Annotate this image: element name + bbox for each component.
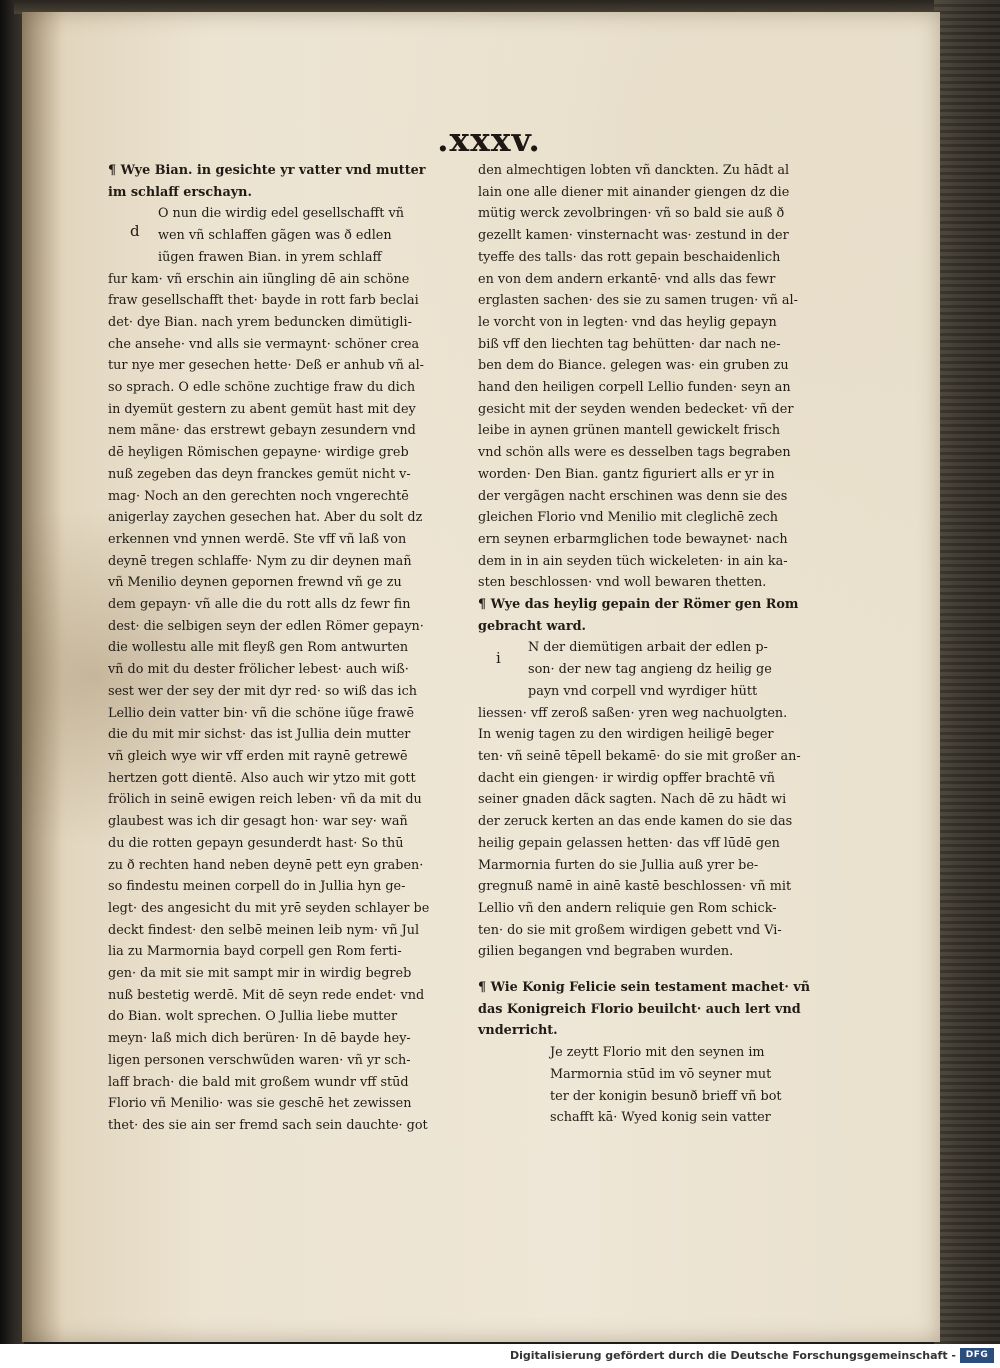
text-line: nuß zegeben das deyn franckes gemüt nicht v- <box>108 466 411 482</box>
text-line: Je zeytt Florio mit den seynen im <box>550 1045 765 1061</box>
text-line: erglasten sachen· des sie zu samen trugen· vñ al- <box>478 293 798 309</box>
text-line: deckt findest· den selbē meinen leib nym· vñ Jul <box>108 922 420 938</box>
text-line: wen vñ schlaffen gãgen was ð edlen <box>158 228 392 244</box>
text-line: do Bian. wolt sprechen. O Jullia liebe mutter <box>108 1009 398 1025</box>
text-line: gleichen Florio vnd Menilio mit cleglichē zech <box>478 510 779 526</box>
text-line: hand den heiligen corpell Lellio funden· seyn an <box>478 380 791 396</box>
text-line: vnd schön alls were es desselben tags begraben <box>478 445 791 461</box>
text-line: ten· do sie mit großem wirdigen gebett vnd Vi- <box>478 922 782 938</box>
text-line: le vorcht von in legten· vnd das heylig gepayn <box>478 314 777 330</box>
text-line: ten· vñ seinē tēpell bekamē· do sie mit großer an- <box>478 748 801 764</box>
text-line: leibe in aynen grünen mantell gewickelt frisch <box>478 423 781 439</box>
text-line: anigerlay zaychen gesechen hat. Aber du solt dz <box>108 510 423 526</box>
text-line: legt· des angesicht du mit yrē seyden schlayer be <box>108 900 430 916</box>
text-line: In wenig tagen zu den wirdigen heiligē beger <box>478 727 774 743</box>
text-line: heilig gepain gelassen hetten· das vff lūdē gen <box>478 835 780 851</box>
text-line: laff brach· die bald mit großem wundr vff stūd <box>108 1074 409 1090</box>
text-line: der zeruck kerten an das ende kamen do sie das <box>478 814 793 830</box>
text-line: glaubest was ich dir gesagt hon· war sey· wañ <box>108 814 408 830</box>
text-line: hertzen gott dientē. Also auch wir ytzo mit gott <box>108 770 416 786</box>
text-line: du die rotten gepayn gesunderdt hast· So thū <box>108 835 404 851</box>
text-line: gesicht mit der seyden wenden bedecket· vñ der <box>478 401 794 417</box>
text-line: liessen· vff zeroß saßen· yren weg nachuolgten. <box>478 705 788 721</box>
text-line: gezellt kamen· vinsternacht was· zestund in der <box>478 228 789 244</box>
book-page <box>22 12 940 1342</box>
text-line: en von dem andern erkantē· vnd alls das fewr <box>478 271 776 287</box>
text-line: Lellio vñ den andern reliquie gen Rom schick- <box>478 900 777 916</box>
text-line: vnderricht. <box>478 1023 558 1039</box>
text-line: das Konigreich Florio beuilcht· auch lert vnd <box>478 1001 801 1017</box>
text-line: vñ do mit du dester frölicher lebest· auch wiß· <box>108 662 409 678</box>
text-line: zu ð rechten hand neben deynē pett eyn graben· <box>108 857 424 873</box>
text-line: deynē tregen schlaffe· Nym zu dir deynen mañ <box>108 553 412 569</box>
text-line: sest wer der sey der mit dyr red· so wiß das ich <box>108 683 417 699</box>
text-line: seiner gnaden dãck sagten. Nach dē zu hādt wi <box>478 792 787 808</box>
text-line: ¶ Wie Konig Felicie sein testament machet· vñ <box>478 980 811 996</box>
dfg-logo: DFG <box>960 1348 994 1363</box>
dropcap-guide-right: i <box>496 649 501 667</box>
text-line: den almechtigen lobten vñ danckten. Zu hādt al <box>478 163 790 178</box>
text-line: dem in in ain seyden tüch wickeleten· in ain ka- <box>478 553 788 569</box>
text-line: gilien begangen vnd begraben wurden. <box>478 944 734 960</box>
text-line: fraw gesellschafft thet· bayde in rott farb beclai <box>108 293 419 309</box>
text-line: nuß bestetig werdē. Mit dē seyn rede endet· vnd <box>108 987 425 1003</box>
page-gutter-shadow <box>22 12 62 1342</box>
text-line: ter der konigin besunð brieff vñ bot <box>550 1088 782 1104</box>
text-line: thet· des sie ain ser fremd sach sein dauchte· got <box>108 1117 428 1133</box>
text-line: gen· da mit sie mit sampt mir in wirdig begreb <box>108 966 412 982</box>
text-line: worden· Den Bian. gantz figuriert alls er yr in <box>478 466 775 482</box>
text-line: son· der new tag angieng dz heilig ge <box>528 662 772 678</box>
text-line: frölich in seinē ewigen reich leben· vñ da mit du <box>108 792 422 808</box>
text-line: meyn· laß mich dich berüren· In dē bayde hey- <box>108 1031 411 1047</box>
text-line: mütig werck zevolbringen· vñ so bald sie auß ð <box>478 206 785 222</box>
text-line: lain one alle diener mit ainander giengen dz die <box>478 184 790 200</box>
text-line: payn vnd corpell vnd wyrdiger hütt <box>528 683 758 699</box>
text-line: so sprach. O edle schöne zuchtige fraw du dich <box>108 380 416 396</box>
text-line: schafft kā· Wyed konig sein vatter <box>550 1110 771 1126</box>
text-line: Florio vñ Menilio· was sie geschē het zewissen <box>108 1096 412 1112</box>
text-line: nem mãne· das erstrewt gebayn zesundern vnd <box>108 423 416 439</box>
text-line: dest· die selbigen seyn der edlen Römer gepayn· <box>108 618 424 634</box>
text-line: der vergãgen nacht erschinen was denn sie des <box>478 488 788 504</box>
text-line: die wollestu alle mit fleyß gen Rom antwurten <box>108 640 409 656</box>
text-line: fur kam· vñ erschin ain iũngling dē ain schöne <box>108 271 410 287</box>
text-line: ¶ Wye das heylig gepain der Römer gen Rom <box>478 597 799 613</box>
text-line: N der diemütigen arbait der edlen p- <box>528 640 768 656</box>
text-line: O nun die wirdig edel gesellschafft vñ <box>158 206 404 222</box>
text-line: die du mit mir sichst· das ist Jullia dein mutter <box>108 727 411 743</box>
text-line: tyeffe des talls· das rott gepain beschaidenlich <box>478 249 781 265</box>
text-line: che ansehe· vnd alls sie vermaynt· schöner crea <box>108 336 420 352</box>
text-line: im schlaff erschayn. <box>108 184 252 200</box>
text-column-right <box>478 160 838 1129</box>
text-line: det· dye Bian. nach yrem beduncken dimütigli- <box>108 314 412 330</box>
text-line: Lellio dein vatter bin· vñ die schöne iũge frawē <box>108 705 415 721</box>
text-line: biß vff den liechten tag behütten· dar nach ne- <box>478 336 781 352</box>
text-line: mag· Noch an den gerechten noch vngerechtē <box>108 488 409 504</box>
text-line: vñ gleich wye wir vff erden mit raynē getrewē <box>108 748 408 764</box>
text-line: ligen personen verschwũden waren· vñ yr sch- <box>108 1052 411 1068</box>
text-line: gebracht ward. <box>478 618 586 634</box>
text-line: sten beschlossen· vnd woll bewaren thetten. <box>478 575 767 591</box>
text-line: dē heyligen Römischen gepayne· wirdige greb <box>108 445 409 461</box>
text-line: Marmornia furten do sie Jullia auß yrer be- <box>478 857 759 873</box>
dropcap-guide-left: d <box>130 222 140 240</box>
text-line: ben dem do Biance. gelegen was· ein gruben zu <box>478 358 789 374</box>
text-line: ern seynen erbarmglichen tode bewaynet· nach <box>478 531 788 547</box>
text-line: dacht ein giengen· ir wirdig opffer brachtē vñ <box>478 770 775 786</box>
book-cover-left <box>0 0 24 1352</box>
book-cover-right <box>934 0 1000 1344</box>
text-column-left <box>108 160 468 1137</box>
text-line: in dyemüt gestern zu abent gemüt hast mit dey <box>108 401 416 417</box>
text-line: erkennen vnd ynnen werdē. Ste vff vñ laß von <box>108 531 407 547</box>
text-line: lia zu Marmornia bayd corpell gen Rom ferti- <box>108 944 402 960</box>
footer-credit: Digitalisierung gefördert durch die Deutsche Forschungsgemeinschaft - <box>509 1349 956 1362</box>
text-line: tur nye mer gesechen hette· Deß er anhub vñ al- <box>108 358 424 374</box>
text-line: gregnuß namē in ainē kastē beschlossen· vñ mit <box>478 879 792 895</box>
text-line: Marmornia stūd im vō seyner mut <box>550 1066 772 1082</box>
text-line: ¶ Wye Bian. in gesichte yr vatter vnd mutter <box>108 163 426 178</box>
text-line: dem gepayn· vñ alle die du rott alls dz fewr fin <box>108 597 411 613</box>
text-line: vñ Menilio deynen gepornen frewnd vñ ge zu <box>108 575 402 591</box>
folio-number: .xxxv. <box>437 120 541 159</box>
text-line: iũgen frawen Bian. in yrem schlaff <box>158 249 382 265</box>
digitization-footer <box>0 1344 1000 1368</box>
text-line: so findestu meinen corpell do in Jullia hyn ge- <box>108 879 406 895</box>
